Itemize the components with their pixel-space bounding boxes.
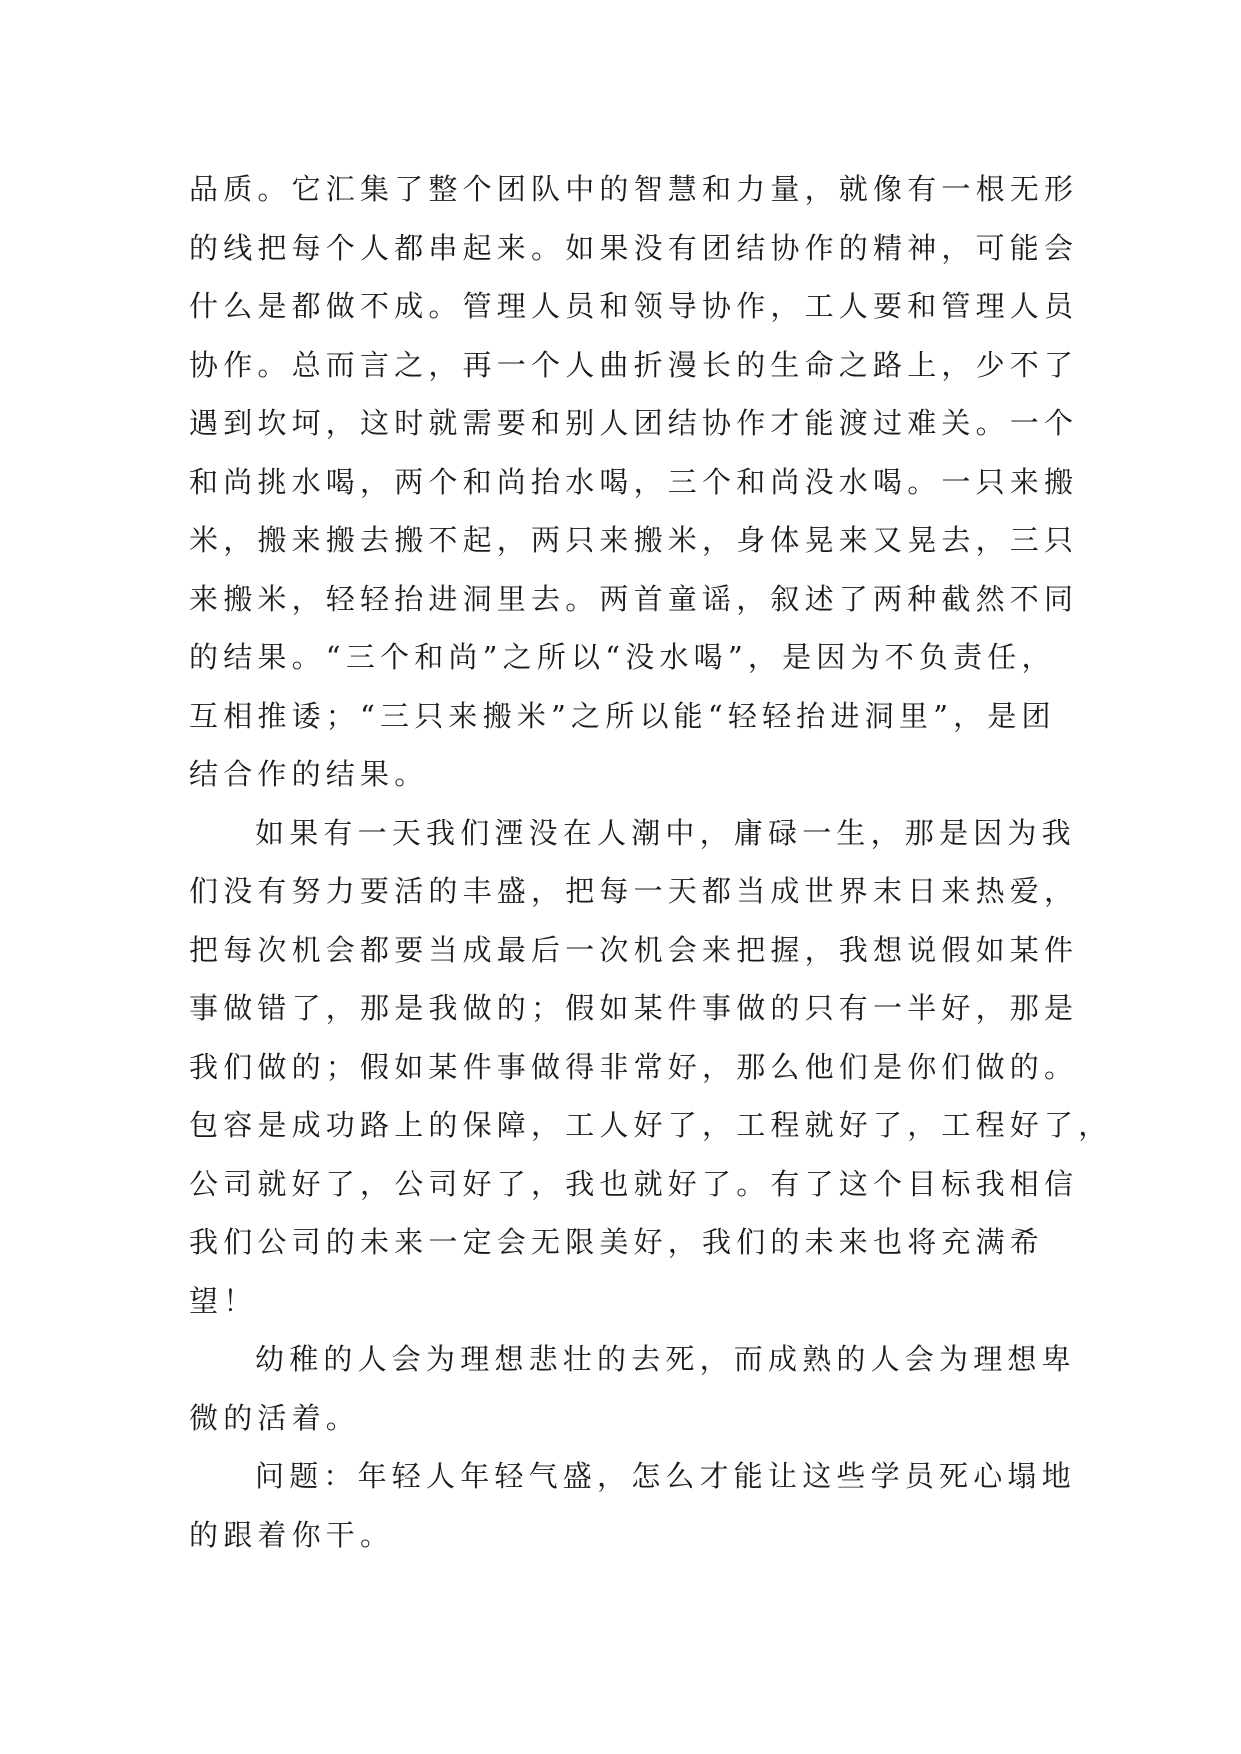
paragraph-start-line: 问题：年轻人年轻气盛，怎么才能让这些学员死心塌地 [255,1459,1076,1493]
paragraph-start-line: 如果有一天我们湮没在人潮中，庸碌一生，那是因为我 [255,815,1076,850]
text-line: 协作。总而言之，再一个人曲折漫长的生命之路上，少不了 [189,347,1079,382]
text-line: 遇到坎坷，这时就需要和别人团结协作才能渡过难关。一个 [189,406,1079,440]
text-line: 们没有努力要活的丰盛，把每一天都当成世界末日来热爱， [189,874,1079,908]
text-line: 我们公司的未来一定会无限美好，我们的未来也将充满希 [189,1225,1045,1259]
text-line: 包容是成功路上的保障，工人好了，工程就好了，工程好了， [189,1108,1113,1142]
text-line: 事做错了，那是我做的；假如某件事做的只有一半好，那是 [189,991,1079,1025]
text-line: 的结果。“三个和尚”之所以“没水喝”，是因为不负责任， [189,640,1056,674]
text-line: 品质。它汇集了整个团队中的智慧和力量，就像有一根无形 [189,172,1079,206]
document-body [189,160,1113,1564]
text-line: 什么是都做不成。管理人员和领导协作，工人要和管理人员 [189,289,1079,323]
paragraph-start-line: 幼稚的人会为理想悲壮的去死，而成熟的人会为理想卑 [255,1342,1076,1376]
text-line: 公司就好了，公司好了，我也就好了。有了这个目标我相信 [189,1166,1079,1201]
text-line: 我们做的；假如某件事做得非常好，那么他们是你们做的。 [189,1049,1079,1084]
text-line: 结合作的结果。 [189,757,429,791]
text-line: 的线把每个人都串起来。如果没有团结协作的精神，可能会 [189,230,1079,265]
text-line: 把每次机会都要当成最后一次机会来把握，我想说假如某件 [189,932,1079,967]
text-line: 望！ [189,1283,258,1318]
text-line: 米，搬来搬去搬不起，两只来搬米，身体晃来又晃去，三只 [189,523,1079,557]
text-line: 的跟着你干。 [189,1517,395,1552]
text-line: 和尚挑水喝，两个和尚抬水喝，三个和尚没水喝。一只来搬 [189,464,1079,499]
text-line: 微的活着。 [189,1400,361,1435]
text-line: 互相推诿；“三只来搬米”之所以能“轻轻抬进洞里”，是团 [189,698,1056,733]
text-line: 来搬米，轻轻抬进洞里去。两首童谣，叙述了两种截然不同 [189,581,1079,616]
